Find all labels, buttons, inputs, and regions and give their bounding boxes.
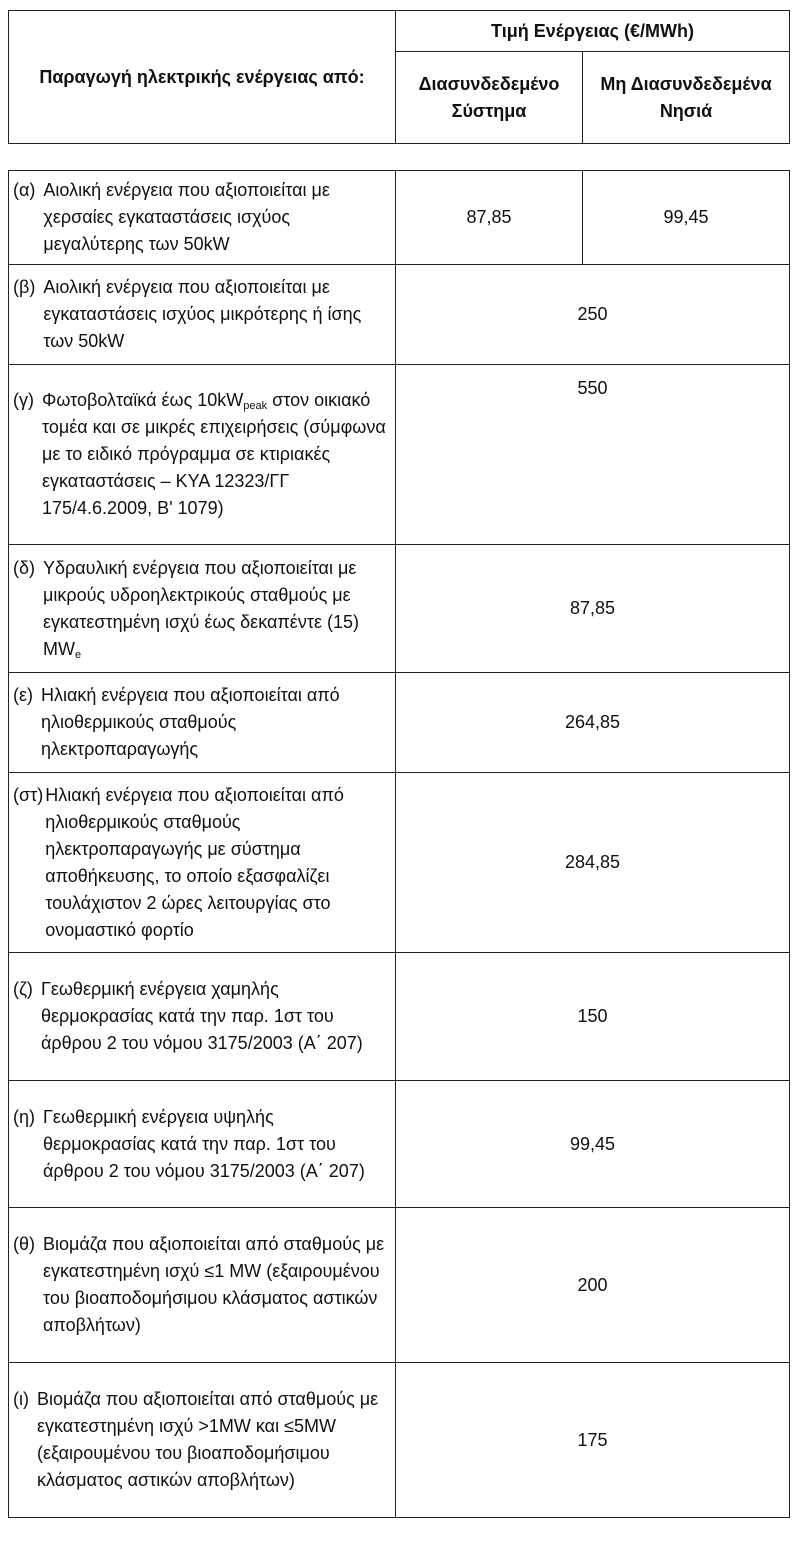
value-cell: 250: [396, 265, 790, 365]
source-cell: [9, 953, 396, 1081]
header-table: [8, 10, 790, 144]
table-row: [9, 1081, 790, 1208]
row-label: (στ): [13, 784, 44, 805]
row-label: (ε): [13, 685, 34, 705]
source-cell: [9, 1363, 396, 1518]
table-row: [9, 673, 790, 773]
row-label: (η): [13, 1106, 35, 1127]
value-cell: 550: [396, 365, 790, 545]
row-text: Βιομάζα που αξιοποιείται από σταθμούς με εγκατεστημένη ισχύ ≤1 MW (εξαιρουμένου του βιοαποδομήσιμου κλάσματος αστικών αποβλήτων): [43, 1234, 385, 1335]
row-label: (α): [13, 180, 36, 200]
value-cell: 200: [396, 1208, 790, 1363]
row-label: (γ): [13, 390, 34, 410]
row-text: Αιολική ενέργεια που αξιοποιείται με εγκαταστάσεις ισχύος μικρότερης ή ίσης των 50kW: [43, 277, 362, 351]
value-cell: 264,85: [396, 673, 790, 773]
header-interconnected-system: Διασυνδεδεμένο Σύστημα: [396, 52, 583, 144]
row-label: (ι): [13, 1389, 29, 1409]
source-cell: [9, 365, 396, 545]
row-text: Υδραυλική ενέργεια που αξιοποιείται με μικρούς υδροηλεκτρικούς σταθμούς με εγκατεστημένη ισχύ έως δεκαπέντε (15) $MW_e$: [43, 557, 359, 661]
source-cell: [9, 1208, 396, 1363]
source-cell: [9, 545, 396, 673]
source-cell: [9, 1081, 396, 1208]
header-source-column: Παραγωγή ηλεκτρικής ενέργειας από:: [9, 11, 396, 144]
source-cell: [9, 773, 396, 953]
value-interconnected: 87,85: [396, 171, 583, 265]
source-cell: [9, 171, 396, 265]
table-row: [9, 953, 790, 1081]
value-cell: 284,85: [396, 773, 790, 953]
value-cell: 150: [396, 953, 790, 1081]
header-non-interconnected-islands: Μη Διασυνδεδεμένα Νησιά: [583, 52, 790, 144]
value-cell: 87,85: [396, 545, 790, 673]
source-cell: [9, 265, 396, 365]
value-cell: 175: [396, 1363, 790, 1518]
row-label: (θ): [13, 1234, 35, 1254]
table-row: [9, 545, 790, 673]
table-row: [9, 365, 790, 545]
row-text: Βιομάζα που αξιοποιείται από σταθμούς με εγκατεστημένη ισχύ >1MW και ≤5MW (εξαιρουμένου του βιοαποδομήσιμου κλάσματος αστικών αποβλήτων): [37, 1389, 379, 1490]
row-text: Ηλιακή ενέργεια που αξιοποιείται από ηλιοθερμικούς σταθμούς ηλεκτροπαραγωγής: [41, 685, 340, 759]
table-row: [9, 1208, 790, 1363]
value-islands: 99,45: [583, 171, 790, 265]
row-text: Φωτοβολταϊκά έως $10kW_{peak}$ στον οικιακό τομέα και σε μικρές επιχειρήσεις (σύμφωνα με το ειδικό πρόγραμμα σε κτιριακές εγκαταστάσεις – ΚΥΑ 12323/ΓΓ 175/4.6.2009, Β' 1079): [42, 390, 386, 518]
table-row: [9, 265, 790, 365]
table-row: [9, 1363, 790, 1518]
row-text: Ηλιακή ενέργεια που αξιοποιείται από ηλιοθερμικούς σταθμούς ηλεκτροπαραγωγής με σύστημα αποθήκευσης, το οποίο εξασφαλίζει τουλάχιστον 2 ώρες λειτουργίας στο ονομαστικό φορτίο: [45, 784, 344, 940]
table-row: [9, 171, 790, 265]
header-price-column: Τιμή Ενέργειας (€/MWh): [396, 11, 790, 52]
row-label: (δ): [13, 557, 36, 578]
table-row: [9, 773, 790, 953]
row-text: Γεωθερμική ενέργεια υψηλής θερμοκρασίας κατά την παρ. 1στ του άρθρου 2 του νόμου 3175/2003 (Α΄ 207): [43, 1106, 365, 1181]
source-cell: [9, 673, 396, 773]
value-cell: 99,45: [396, 1081, 790, 1208]
row-text: Αιολική ενέργεια που αξιοποιείται με χερσαίες εγκαταστάσεις ισχύος μεγαλύτερης των 50kW: [43, 180, 330, 254]
row-label: (β): [13, 277, 36, 297]
tariff-table: [8, 170, 790, 1518]
row-text: Γεωθερμική ενέργεια χαμηλής θερμοκρασίας κατά την παρ. 1στ του άρθρου 2 του νόμου 3175/2003 (Α΄ 207): [40, 979, 363, 1053]
row-label: (ζ): [13, 979, 33, 999]
